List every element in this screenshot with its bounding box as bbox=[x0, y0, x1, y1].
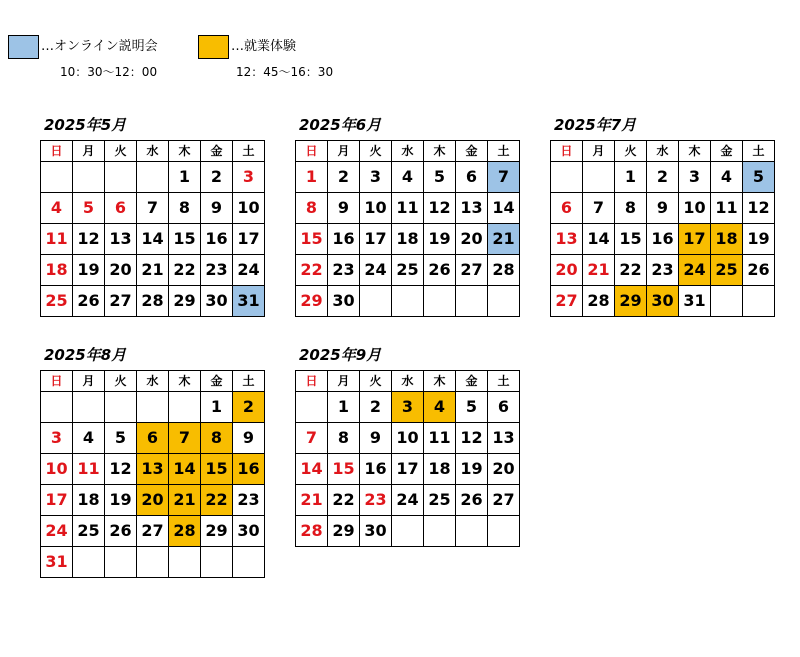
day-cell: 23 bbox=[647, 255, 679, 286]
empty-day-cell bbox=[392, 516, 424, 547]
day-cell: 19 bbox=[424, 224, 456, 255]
day-cell: 22 bbox=[615, 255, 647, 286]
day-cell: 22 bbox=[201, 485, 233, 516]
day-cell: 22 bbox=[328, 485, 360, 516]
legend-work-swatch bbox=[198, 35, 229, 59]
day-cell: 20 bbox=[105, 255, 137, 286]
weekday-header: 日 bbox=[41, 371, 73, 392]
day-cell: 13 bbox=[456, 193, 488, 224]
day-cell: 10 bbox=[679, 193, 711, 224]
day-cell: 7 bbox=[488, 162, 520, 193]
day-cell: 4 bbox=[424, 392, 456, 423]
weekday-header-row bbox=[296, 371, 520, 392]
week-row bbox=[41, 162, 265, 193]
weekday-header: 金 bbox=[711, 141, 743, 162]
day-cell: 18 bbox=[711, 224, 743, 255]
weekday-header: 火 bbox=[615, 141, 647, 162]
day-cell: 19 bbox=[456, 454, 488, 485]
day-cell: 23 bbox=[360, 485, 392, 516]
week-row bbox=[551, 224, 775, 255]
day-cell: 31 bbox=[233, 286, 265, 317]
empty-day-cell bbox=[456, 516, 488, 547]
weekday-header: 木 bbox=[424, 371, 456, 392]
day-cell: 26 bbox=[743, 255, 775, 286]
week-row bbox=[41, 286, 265, 317]
legend-online-label: …オンライン説明会 bbox=[41, 39, 158, 54]
day-cell: 4 bbox=[73, 423, 105, 454]
empty-day-cell bbox=[73, 547, 105, 578]
day-cell: 14 bbox=[296, 454, 328, 485]
weekday-header: 火 bbox=[360, 141, 392, 162]
day-cell: 28 bbox=[169, 516, 201, 547]
day-cell: 16 bbox=[647, 224, 679, 255]
day-cell: 1 bbox=[169, 162, 201, 193]
day-cell: 10 bbox=[233, 193, 265, 224]
calendar-grid bbox=[40, 370, 265, 578]
day-cell: 12 bbox=[73, 224, 105, 255]
day-cell: 27 bbox=[105, 286, 137, 317]
day-cell: 9 bbox=[201, 193, 233, 224]
day-cell: 20 bbox=[456, 224, 488, 255]
empty-day-cell bbox=[711, 286, 743, 317]
day-cell: 11 bbox=[41, 224, 73, 255]
week-row bbox=[551, 255, 775, 286]
day-cell: 8 bbox=[615, 193, 647, 224]
day-cell: 28 bbox=[137, 286, 169, 317]
weekday-header: 木 bbox=[424, 141, 456, 162]
day-cell: 27 bbox=[456, 255, 488, 286]
day-cell: 21 bbox=[169, 485, 201, 516]
day-cell: 30 bbox=[233, 516, 265, 547]
day-cell: 2 bbox=[328, 162, 360, 193]
empty-day-cell bbox=[583, 162, 615, 193]
day-cell: 20 bbox=[551, 255, 583, 286]
empty-day-cell bbox=[488, 516, 520, 547]
day-cell: 9 bbox=[647, 193, 679, 224]
empty-day-cell bbox=[41, 392, 73, 423]
month-title: 2025年8月 bbox=[44, 346, 127, 364]
week-row bbox=[41, 392, 265, 423]
week-row bbox=[41, 423, 265, 454]
week-row bbox=[296, 516, 520, 547]
day-cell: 12 bbox=[456, 423, 488, 454]
empty-day-cell bbox=[169, 547, 201, 578]
day-cell: 19 bbox=[105, 485, 137, 516]
week-row bbox=[296, 423, 520, 454]
empty-day-cell bbox=[488, 286, 520, 317]
day-cell: 9 bbox=[233, 423, 265, 454]
day-cell: 20 bbox=[137, 485, 169, 516]
week-row bbox=[41, 193, 265, 224]
weekday-header: 水 bbox=[137, 371, 169, 392]
empty-day-cell bbox=[137, 547, 169, 578]
day-cell: 1 bbox=[615, 162, 647, 193]
day-cell: 4 bbox=[392, 162, 424, 193]
day-cell: 23 bbox=[233, 485, 265, 516]
week-row bbox=[296, 454, 520, 485]
weekday-header-row bbox=[41, 141, 265, 162]
day-cell: 25 bbox=[41, 286, 73, 317]
day-cell: 22 bbox=[169, 255, 201, 286]
day-cell: 14 bbox=[137, 224, 169, 255]
day-cell: 27 bbox=[551, 286, 583, 317]
day-cell: 1 bbox=[328, 392, 360, 423]
day-cell: 12 bbox=[743, 193, 775, 224]
weekday-header: 火 bbox=[105, 141, 137, 162]
day-cell: 23 bbox=[328, 255, 360, 286]
day-cell: 15 bbox=[615, 224, 647, 255]
week-row bbox=[296, 255, 520, 286]
legend-online-time: 10：30〜12：00 bbox=[60, 65, 158, 79]
weekday-header: 水 bbox=[137, 141, 169, 162]
day-cell: 16 bbox=[360, 454, 392, 485]
day-cell: 24 bbox=[233, 255, 265, 286]
weekday-header: 金 bbox=[201, 371, 233, 392]
day-cell: 2 bbox=[647, 162, 679, 193]
day-cell: 17 bbox=[679, 224, 711, 255]
week-row bbox=[551, 162, 775, 193]
day-cell: 27 bbox=[488, 485, 520, 516]
weekday-header-row bbox=[296, 141, 520, 162]
week-row bbox=[41, 547, 265, 578]
month-title: 2025年7月 bbox=[554, 116, 637, 134]
day-cell: 8 bbox=[296, 193, 328, 224]
day-cell: 31 bbox=[41, 547, 73, 578]
day-cell: 16 bbox=[201, 224, 233, 255]
day-cell: 2 bbox=[233, 392, 265, 423]
day-cell: 14 bbox=[169, 454, 201, 485]
day-cell: 3 bbox=[41, 423, 73, 454]
day-cell: 26 bbox=[424, 255, 456, 286]
weekday-header: 土 bbox=[743, 141, 775, 162]
day-cell: 4 bbox=[41, 193, 73, 224]
empty-day-cell bbox=[105, 392, 137, 423]
day-cell: 27 bbox=[137, 516, 169, 547]
week-row bbox=[41, 224, 265, 255]
day-cell: 13 bbox=[551, 224, 583, 255]
day-cell: 26 bbox=[73, 286, 105, 317]
day-cell: 5 bbox=[743, 162, 775, 193]
day-cell: 5 bbox=[105, 423, 137, 454]
day-cell: 21 bbox=[296, 485, 328, 516]
weekday-header: 土 bbox=[488, 141, 520, 162]
day-cell: 7 bbox=[583, 193, 615, 224]
day-cell: 17 bbox=[233, 224, 265, 255]
empty-day-cell bbox=[105, 547, 137, 578]
day-cell: 17 bbox=[392, 454, 424, 485]
day-cell: 6 bbox=[488, 392, 520, 423]
day-cell: 14 bbox=[583, 224, 615, 255]
day-cell: 30 bbox=[328, 286, 360, 317]
weekday-header: 月 bbox=[73, 371, 105, 392]
empty-day-cell bbox=[424, 286, 456, 317]
day-cell: 10 bbox=[360, 193, 392, 224]
month-title: 2025年5月 bbox=[44, 116, 127, 134]
week-row bbox=[296, 162, 520, 193]
day-cell: 13 bbox=[488, 423, 520, 454]
empty-day-cell bbox=[137, 392, 169, 423]
day-cell: 26 bbox=[456, 485, 488, 516]
day-cell: 18 bbox=[424, 454, 456, 485]
day-cell: 25 bbox=[392, 255, 424, 286]
week-row bbox=[41, 485, 265, 516]
calendar-grid bbox=[295, 140, 520, 317]
day-cell: 29 bbox=[169, 286, 201, 317]
day-cell: 29 bbox=[201, 516, 233, 547]
day-cell: 24 bbox=[360, 255, 392, 286]
day-cell: 18 bbox=[392, 224, 424, 255]
day-cell: 1 bbox=[296, 162, 328, 193]
day-cell: 30 bbox=[360, 516, 392, 547]
day-cell: 17 bbox=[41, 485, 73, 516]
weekday-header: 日 bbox=[41, 141, 73, 162]
day-cell: 25 bbox=[73, 516, 105, 547]
empty-day-cell bbox=[105, 162, 137, 193]
empty-day-cell bbox=[201, 547, 233, 578]
day-cell: 4 bbox=[711, 162, 743, 193]
day-cell: 7 bbox=[169, 423, 201, 454]
empty-day-cell bbox=[424, 516, 456, 547]
day-cell: 21 bbox=[583, 255, 615, 286]
day-cell: 6 bbox=[137, 423, 169, 454]
day-cell: 18 bbox=[73, 485, 105, 516]
weekday-header: 日 bbox=[296, 371, 328, 392]
empty-day-cell bbox=[392, 286, 424, 317]
day-cell: 9 bbox=[328, 193, 360, 224]
weekday-header: 水 bbox=[392, 141, 424, 162]
calendar-grid bbox=[550, 140, 775, 317]
empty-day-cell bbox=[233, 547, 265, 578]
day-cell: 11 bbox=[392, 193, 424, 224]
day-cell: 14 bbox=[488, 193, 520, 224]
weekday-header: 木 bbox=[169, 141, 201, 162]
day-cell: 20 bbox=[488, 454, 520, 485]
day-cell: 26 bbox=[105, 516, 137, 547]
week-row bbox=[296, 224, 520, 255]
day-cell: 28 bbox=[296, 516, 328, 547]
day-cell: 29 bbox=[296, 286, 328, 317]
day-cell: 7 bbox=[137, 193, 169, 224]
day-cell: 3 bbox=[360, 162, 392, 193]
weekday-header: 日 bbox=[296, 141, 328, 162]
day-cell: 5 bbox=[456, 392, 488, 423]
calendar-grid bbox=[40, 140, 265, 317]
legend-work-time: 12：45〜16：30 bbox=[236, 65, 334, 79]
day-cell: 1 bbox=[201, 392, 233, 423]
day-cell: 31 bbox=[679, 286, 711, 317]
week-row bbox=[296, 485, 520, 516]
empty-day-cell bbox=[73, 392, 105, 423]
day-cell: 28 bbox=[488, 255, 520, 286]
weekday-header: 土 bbox=[233, 141, 265, 162]
week-row bbox=[41, 255, 265, 286]
weekday-header-row bbox=[551, 141, 775, 162]
day-cell: 18 bbox=[41, 255, 73, 286]
day-cell: 8 bbox=[169, 193, 201, 224]
weekday-header: 金 bbox=[201, 141, 233, 162]
day-cell: 7 bbox=[296, 423, 328, 454]
empty-day-cell bbox=[456, 286, 488, 317]
week-row bbox=[551, 286, 775, 317]
weekday-header-row bbox=[41, 371, 265, 392]
day-cell: 9 bbox=[360, 423, 392, 454]
day-cell: 15 bbox=[328, 454, 360, 485]
weekday-header: 月 bbox=[328, 141, 360, 162]
day-cell: 19 bbox=[73, 255, 105, 286]
day-cell: 11 bbox=[711, 193, 743, 224]
weekday-header: 月 bbox=[583, 141, 615, 162]
day-cell: 3 bbox=[233, 162, 265, 193]
day-cell: 30 bbox=[647, 286, 679, 317]
day-cell: 19 bbox=[743, 224, 775, 255]
weekday-header: 木 bbox=[169, 371, 201, 392]
legend-work-label: …就業体験 bbox=[231, 39, 297, 54]
day-cell: 12 bbox=[424, 193, 456, 224]
day-cell: 16 bbox=[328, 224, 360, 255]
empty-day-cell bbox=[360, 286, 392, 317]
day-cell: 28 bbox=[583, 286, 615, 317]
day-cell: 24 bbox=[41, 516, 73, 547]
day-cell: 29 bbox=[328, 516, 360, 547]
day-cell: 13 bbox=[105, 224, 137, 255]
weekday-header: 木 bbox=[679, 141, 711, 162]
weekday-header: 金 bbox=[456, 141, 488, 162]
day-cell: 23 bbox=[201, 255, 233, 286]
week-row bbox=[551, 193, 775, 224]
month-title: 2025年9月 bbox=[299, 346, 382, 364]
empty-day-cell bbox=[73, 162, 105, 193]
month-title: 2025年6月 bbox=[299, 116, 382, 134]
day-cell: 24 bbox=[392, 485, 424, 516]
day-cell: 10 bbox=[41, 454, 73, 485]
day-cell: 11 bbox=[424, 423, 456, 454]
day-cell: 24 bbox=[679, 255, 711, 286]
day-cell: 13 bbox=[137, 454, 169, 485]
week-row bbox=[41, 516, 265, 547]
day-cell: 5 bbox=[424, 162, 456, 193]
day-cell: 21 bbox=[137, 255, 169, 286]
day-cell: 15 bbox=[201, 454, 233, 485]
legend-online-swatch bbox=[8, 35, 39, 59]
day-cell: 8 bbox=[201, 423, 233, 454]
day-cell: 25 bbox=[711, 255, 743, 286]
day-cell: 22 bbox=[296, 255, 328, 286]
day-cell: 10 bbox=[392, 423, 424, 454]
day-cell: 2 bbox=[201, 162, 233, 193]
weekday-header: 水 bbox=[392, 371, 424, 392]
empty-day-cell bbox=[41, 162, 73, 193]
week-row bbox=[296, 392, 520, 423]
weekday-header: 月 bbox=[73, 141, 105, 162]
weekday-header: 金 bbox=[456, 371, 488, 392]
day-cell: 5 bbox=[73, 193, 105, 224]
day-cell: 25 bbox=[424, 485, 456, 516]
day-cell: 16 bbox=[233, 454, 265, 485]
day-cell: 12 bbox=[105, 454, 137, 485]
day-cell: 2 bbox=[360, 392, 392, 423]
day-cell: 3 bbox=[392, 392, 424, 423]
week-row bbox=[296, 286, 520, 317]
empty-day-cell bbox=[551, 162, 583, 193]
weekday-header: 日 bbox=[551, 141, 583, 162]
day-cell: 6 bbox=[551, 193, 583, 224]
week-row bbox=[296, 193, 520, 224]
day-cell: 17 bbox=[360, 224, 392, 255]
day-cell: 11 bbox=[73, 454, 105, 485]
weekday-header: 水 bbox=[647, 141, 679, 162]
empty-day-cell bbox=[296, 392, 328, 423]
empty-day-cell bbox=[743, 286, 775, 317]
weekday-header: 火 bbox=[105, 371, 137, 392]
week-row bbox=[41, 454, 265, 485]
weekday-header: 土 bbox=[233, 371, 265, 392]
day-cell: 6 bbox=[105, 193, 137, 224]
weekday-header: 火 bbox=[360, 371, 392, 392]
day-cell: 8 bbox=[328, 423, 360, 454]
day-cell: 30 bbox=[201, 286, 233, 317]
weekday-header: 土 bbox=[488, 371, 520, 392]
empty-day-cell bbox=[169, 392, 201, 423]
weekday-header: 月 bbox=[328, 371, 360, 392]
day-cell: 3 bbox=[679, 162, 711, 193]
empty-day-cell bbox=[137, 162, 169, 193]
day-cell: 15 bbox=[169, 224, 201, 255]
day-cell: 15 bbox=[296, 224, 328, 255]
calendar-grid bbox=[295, 370, 520, 547]
day-cell: 29 bbox=[615, 286, 647, 317]
day-cell: 21 bbox=[488, 224, 520, 255]
day-cell: 6 bbox=[456, 162, 488, 193]
